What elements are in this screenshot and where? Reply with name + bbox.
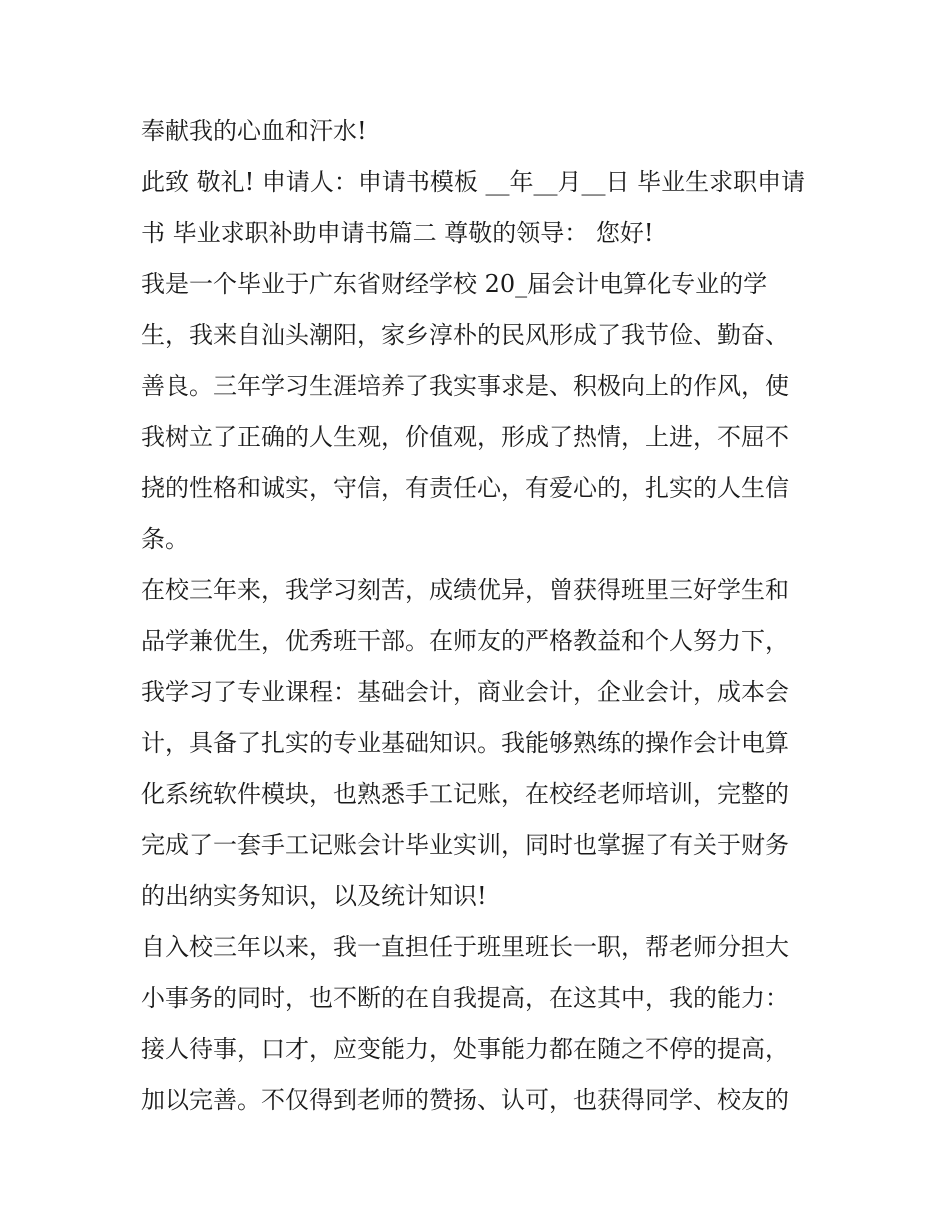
text-line: 此致 敬礼! 申请人：申请书模板 __年__月__日 毕业生求职申请 (141, 168, 806, 196)
text-line: 生，我来自汕头潮阳，家乡淳朴的民风形成了我节俭、勤奋、 (141, 321, 789, 349)
text-line: 奉献我的心血和汗水! (141, 117, 367, 145)
text-line: 计，具备了扎实的专业基础知识。我能够熟练的操作会计电算 (141, 729, 789, 757)
text-line: 我学习了专业课程：基础会计，商业会计，企业会计，成本会 (141, 678, 789, 706)
text-line: 自入校三年以来，我一直担任于班里班长一职，帮老师分担大 (141, 933, 789, 961)
text-line: 善良。三年学习生涯培养了我实事求是、积极向上的作风，使 (141, 372, 789, 400)
text-line: 在校三年来，我学习刻苦，成绩优异，曾获得班里三好学生和 (141, 576, 789, 604)
text-line: 化系统软件模块，也熟悉手工记账，在校经老师培训，完整的 (141, 780, 789, 808)
text-line: 加以完善。不仅得到老师的赞扬、认可，也获得同学、校友的 (141, 1086, 789, 1114)
text-line: 挠的性格和诚实，守信，有责任心，有爱心的，扎实的人生信 (141, 474, 789, 502)
text-line: 接人待事，口才，应变能力，处事能力都在随之不停的提高， (141, 1035, 789, 1063)
text-line: 书 毕业求职补助申请书篇二 尊敬的领导： 您好! (141, 219, 654, 247)
text-line: 我树立了正确的人生观，价值观，形成了热情，上进，不屈不 (141, 423, 789, 451)
text-line: 条。 (141, 525, 189, 553)
text-line: 品学兼优生，优秀班干部。在师友的严格教益和个人努力下， (141, 627, 789, 655)
text-line: 的出纳实务知识，以及统计知识! (141, 882, 487, 910)
text-line: 完成了一套手工记账会计毕业实训，同时也掌握了有关于财务 (141, 831, 789, 859)
body-text (141, 106, 821, 1126)
text-line: 我是一个毕业于广东省财经学校 20_届会计电算化专业的学 (141, 270, 768, 298)
text-line: 小事务的同时，也不断的在自我提高，在这其中，我的能力： (141, 984, 789, 1012)
